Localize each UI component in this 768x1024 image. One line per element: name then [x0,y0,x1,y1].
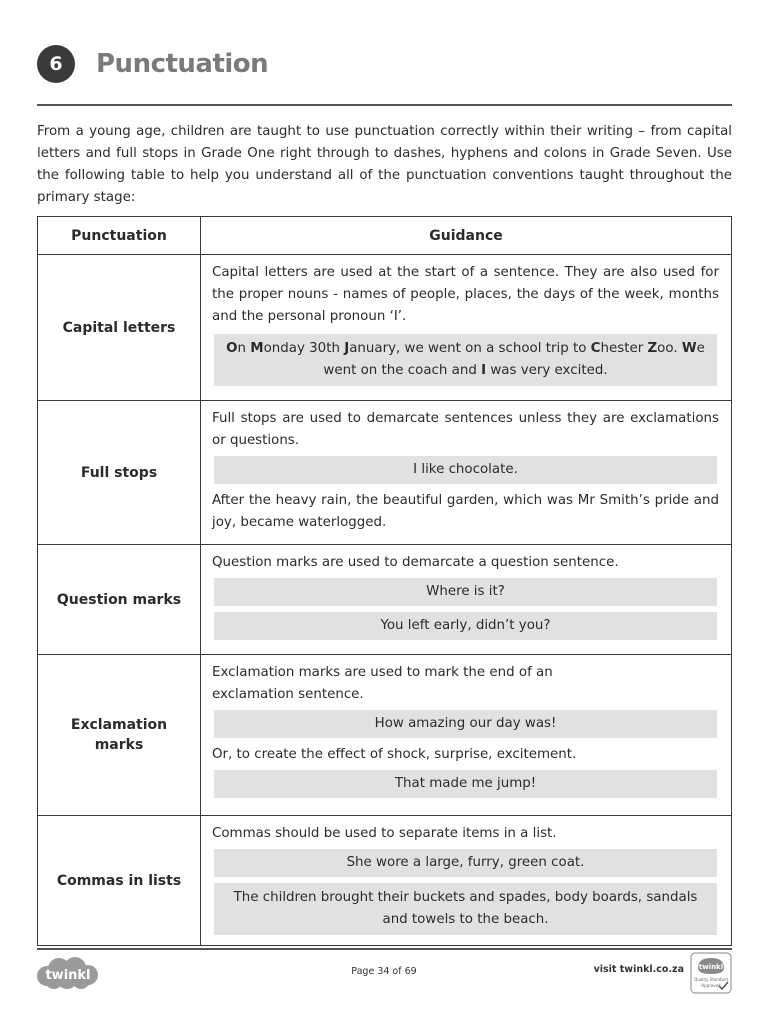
section-number-badge: 6 [37,45,75,83]
table-row [38,545,732,655]
logo-text: twinkl [45,968,91,983]
punctuation-table [37,216,732,946]
guidance-text: After the heavy rain, the beautiful garden, which was Mr Smith’s pride and joy, became waterlogged. [212,493,719,530]
intro-paragraph: From a young age, children are taught to use punctuation correctly within their writing – from capital letters and full stops in Grade One right through to dashes, hyphens and colons in Grade Seven. Use the following table to help you understand all of the punctuation conventions taught throughout the primary stage: [37,124,732,205]
capital-letter: I [481,363,487,378]
guidance-text: Full stops are used to demarcate sentences unless they are exclamations or questions. [212,411,719,448]
guidance-text: Exclamation marks are used to mark the end of an exclamation sentence. [212,665,553,702]
quality-standard-badge [690,952,732,994]
table-header-row [38,217,732,255]
example-box: The children brought their buckets and spades, body boards, sandals and towels to the beach. [214,883,717,935]
table-row [38,255,732,401]
footer-divider [37,948,732,950]
row-label: Exclamation marks [38,655,201,816]
row-label: Full stops [38,401,201,545]
capital-letter: Z [647,341,658,356]
guidance-text: Or, to create the effect of shock, surprise, excitement. [212,747,577,762]
example-box: You left early, didn’t you? [214,612,717,640]
example-box: Where is it? [214,578,717,606]
page-title: Punctuation [96,49,269,79]
example-text: n [237,341,251,356]
column-header-punctuation: Punctuation [38,217,201,255]
example-text: onday 30th [263,341,345,356]
badge-logo-text: twinkl [698,963,724,971]
guidance-cell [201,255,732,401]
guidance-text: Commas should be used to separate items in a list. [212,826,557,841]
page-number: Page 34 of 69 [351,966,417,977]
example-text: was very excited. [486,363,608,378]
row-label: Capital letters [38,255,201,401]
visit-link[interactable]: visit twinkl.co.za [593,964,684,975]
row-label: Commas in lists [38,816,201,946]
capital-letter: W [681,341,697,356]
guidance-text: Question marks are used to demarcate a question sentence. [212,555,619,570]
capital-letter: M [250,341,264,356]
capital-letter: J [344,341,350,356]
column-header-guidance: Guidance [201,217,732,255]
example-text: anuary, we went on a school trip to [349,341,591,356]
example-box: That made me jump! [214,770,717,798]
example-text: hester [600,341,648,356]
badge-text: Quality Standard [694,977,728,982]
guidance-cell [201,545,732,655]
table-row [38,816,732,946]
guidance-cell [201,401,732,545]
guidance-cell [201,816,732,946]
capital-letter: C [590,341,601,356]
example-box [214,334,717,386]
header-divider [37,104,732,106]
badge-text: Approved [701,983,721,988]
capital-letter: O [226,341,238,356]
example-box: I like chocolate. [214,456,717,484]
table-row [38,655,732,816]
guidance-text: Capital letters are used at the start of a sentence. They are also used for the proper nouns - names of people, places, the days of the week, months and the personal pronoun ‘I’. [212,265,719,324]
section-header [37,44,268,84]
guidance-cell [201,655,732,816]
table-row [38,401,732,545]
example-box: How amazing our day was! [214,710,717,738]
example-text: oo. [657,341,682,356]
example-text: e went on the coach and [323,341,705,378]
example-box: She wore a large, furry, green coat. [214,849,717,877]
row-label: Question marks [38,545,201,655]
